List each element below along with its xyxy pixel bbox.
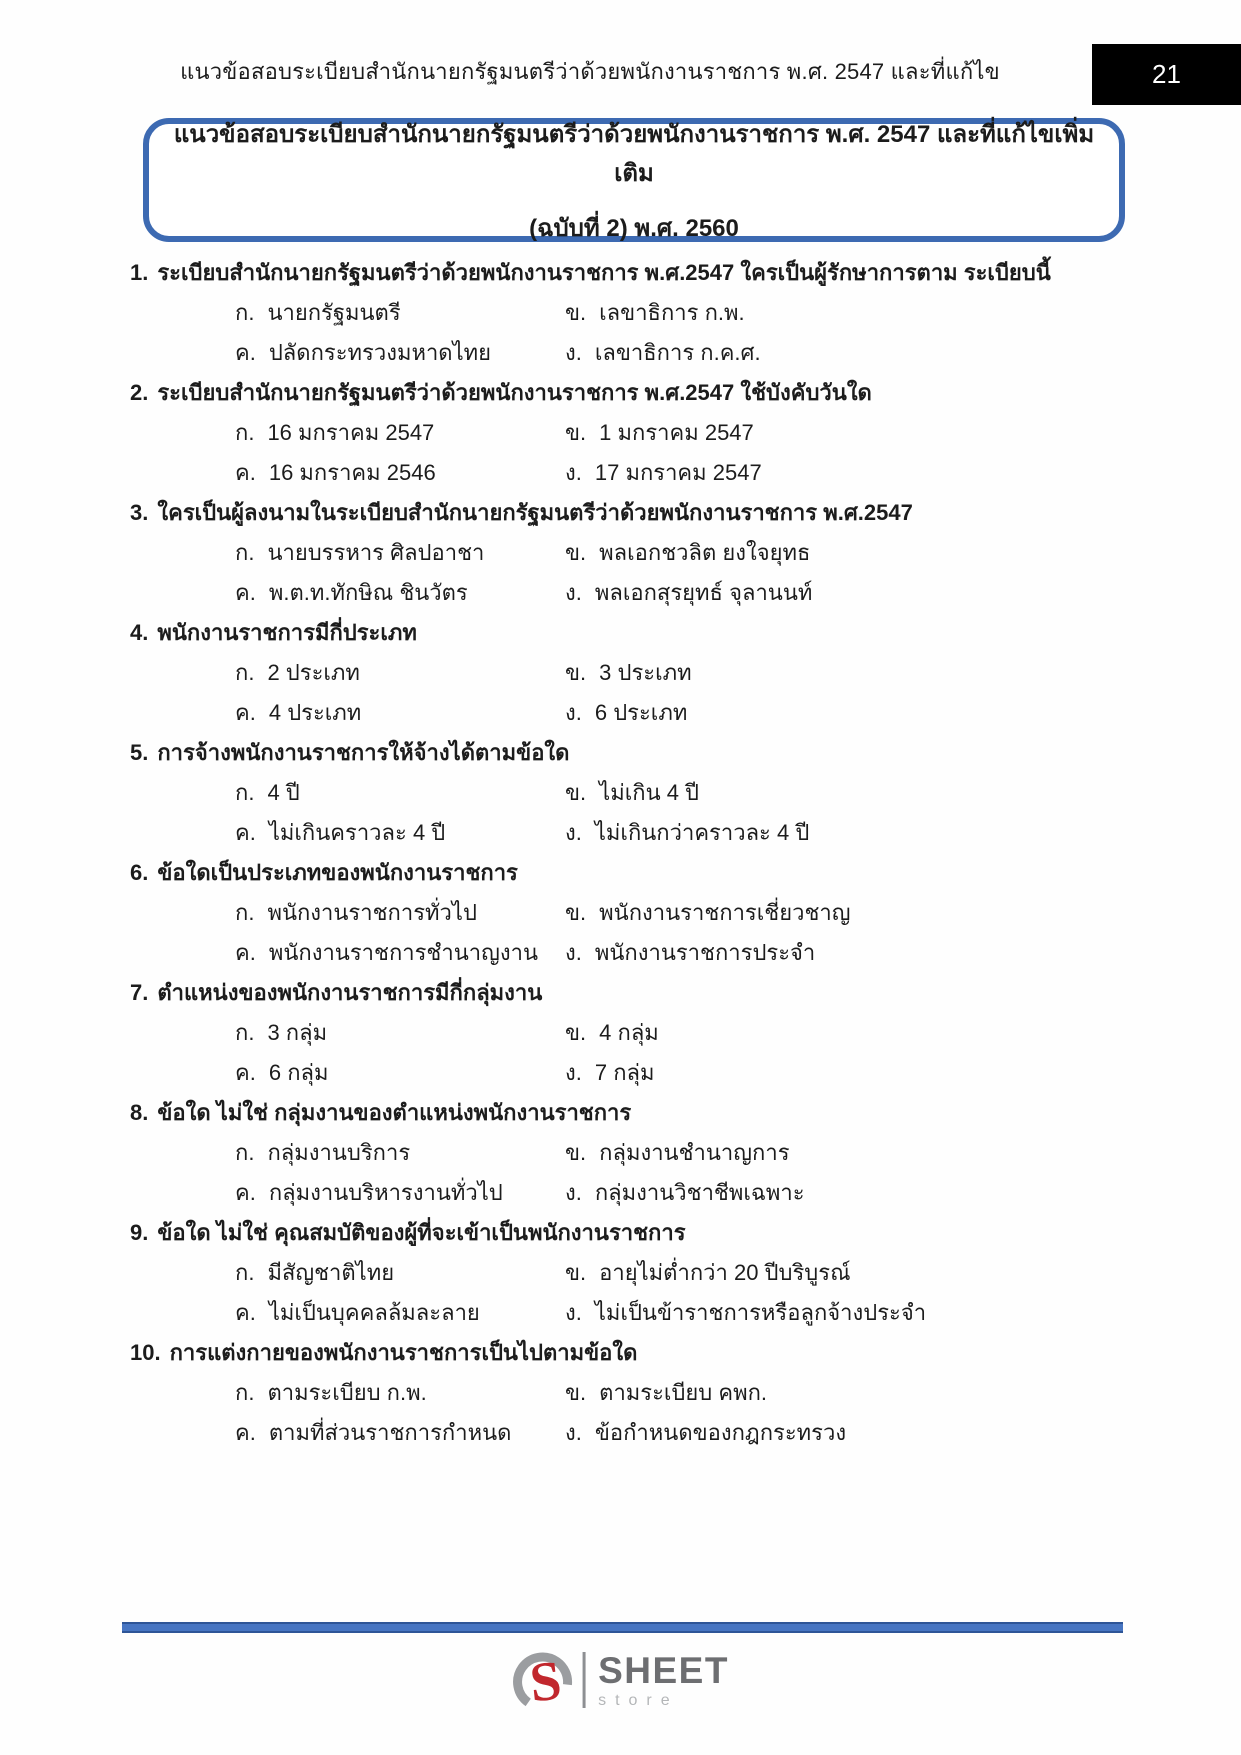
option-label: ข. bbox=[565, 660, 587, 685]
option-a bbox=[130, 1133, 565, 1173]
option-text: เลขาธิการ ก.พ. bbox=[599, 300, 745, 325]
option-b bbox=[565, 1253, 1125, 1293]
logo-sub-text: store bbox=[598, 1691, 679, 1709]
question-title: ข้อใด ไม่ใช่ กลุ่มงานของตำแหน่งพนักงานราชการ bbox=[157, 1100, 632, 1125]
option-label: ค. bbox=[235, 1060, 256, 1085]
option-label: ง. bbox=[565, 580, 582, 605]
option-text: ไม่เกินคราวละ 4 ปี bbox=[268, 820, 446, 845]
option-text: ไม่เกินกว่าคราวละ 4 ปี bbox=[594, 820, 810, 845]
option-text: พนักงานราชการประจำ bbox=[594, 940, 816, 965]
option-label: ข. bbox=[565, 300, 587, 325]
question-text bbox=[130, 853, 1125, 893]
option-text: พลเอกสุรยุทธ์ จุลานนท์ bbox=[594, 580, 813, 605]
question-title: การจ้างพนักงานราชการให้จ้างได้ตามข้อใด bbox=[157, 740, 570, 765]
page-number: 21 bbox=[1152, 59, 1181, 89]
option-label: ง. bbox=[565, 460, 582, 485]
option-label: ก. bbox=[235, 1140, 255, 1165]
option-c bbox=[130, 1173, 565, 1213]
option-label: ก. bbox=[235, 420, 255, 445]
sheet-store-logo bbox=[512, 1642, 729, 1718]
option-text: กลุ่มงานวิชาชีพเฉพาะ bbox=[594, 1180, 805, 1205]
option-label: ข. bbox=[565, 1140, 587, 1165]
option-c bbox=[130, 933, 565, 973]
option-label: ง. bbox=[565, 1060, 582, 1085]
option-label: ข. bbox=[565, 900, 587, 925]
page-header: แนวข้อสอบระเบียบสำนักนายกรัฐมนตรีว่าด้วยพนักงานราชการ พ.ศ. 2547 และที่แก้ไข bbox=[180, 59, 1000, 84]
exam-title-line2: (ฉบับที่ 2) พ.ศ. 2560 bbox=[529, 214, 739, 242]
option-text: พนักงานราชการทั่วไป bbox=[267, 900, 477, 925]
option-c bbox=[130, 333, 565, 373]
option-b bbox=[565, 893, 1125, 933]
option-d bbox=[565, 1173, 1125, 1213]
question-number: 5. bbox=[130, 740, 149, 765]
question-text bbox=[130, 733, 1125, 773]
option-label: ค. bbox=[235, 1420, 256, 1445]
options bbox=[130, 413, 1125, 493]
option-d bbox=[565, 453, 1125, 493]
option-label: ง. bbox=[565, 940, 582, 965]
question-title: ระเบียบสำนักนายกรัฐมนตรีว่าด้วยพนักงานราชการ พ.ศ.2547 ใช้บังคับวันใด bbox=[157, 380, 872, 405]
options bbox=[130, 893, 1125, 973]
option-text: กลุ่มงานบริการ bbox=[267, 1140, 411, 1165]
option-text: 4 ประเภท bbox=[268, 700, 362, 725]
option-c bbox=[130, 1413, 565, 1453]
option-b bbox=[565, 1013, 1125, 1053]
option-b bbox=[565, 533, 1125, 573]
option-a bbox=[130, 893, 565, 933]
option-b bbox=[565, 1133, 1125, 1173]
question-text bbox=[130, 373, 1125, 413]
option-label: ข. bbox=[565, 1020, 587, 1045]
footer-divider bbox=[122, 1622, 1123, 1633]
option-label: ก. bbox=[235, 540, 255, 565]
s-logo-icon bbox=[512, 1642, 576, 1718]
option-label: ง. bbox=[565, 340, 582, 365]
question-text bbox=[130, 1093, 1125, 1133]
option-label: ค. bbox=[235, 700, 256, 725]
option-text: เลขาธิการ ก.ค.ศ. bbox=[594, 340, 761, 365]
question-number: 4. bbox=[130, 620, 149, 645]
question-1 bbox=[130, 253, 1125, 373]
option-text: ตามระเบียบ คพก. bbox=[599, 1380, 768, 1405]
option-label: ง. bbox=[565, 1180, 582, 1205]
option-d bbox=[565, 1293, 1125, 1333]
options bbox=[130, 533, 1125, 613]
option-text: กลุ่มงานชำนาญการ bbox=[599, 1140, 790, 1165]
logo-brand-text: SHEET bbox=[598, 1649, 729, 1691]
question-5 bbox=[130, 733, 1125, 853]
question-number: 8. bbox=[130, 1100, 149, 1125]
option-label: ก. bbox=[235, 900, 255, 925]
question-number: 6. bbox=[130, 860, 149, 885]
option-label: ข. bbox=[565, 780, 587, 805]
option-b bbox=[565, 773, 1125, 813]
option-d bbox=[565, 333, 1125, 373]
option-text: 7 กลุ่ม bbox=[594, 1060, 655, 1085]
option-text: 4 ปี bbox=[267, 780, 300, 805]
question-text bbox=[130, 1213, 1125, 1253]
question-number: 7. bbox=[130, 980, 149, 1005]
question-title: ตำแหน่งของพนักงานราชการมีกี่กลุ่มงาน bbox=[157, 980, 543, 1005]
option-b bbox=[565, 293, 1125, 333]
option-a bbox=[130, 413, 565, 453]
option-text: 4 กลุ่ม bbox=[599, 1020, 659, 1045]
option-text: มีสัญชาติไทย bbox=[267, 1260, 395, 1285]
options bbox=[130, 1253, 1125, 1333]
question-title: ข้อใดเป็นประเภทของพนักงานราชการ bbox=[157, 860, 518, 885]
question-number: 10. bbox=[130, 1340, 161, 1365]
question-number: 9. bbox=[130, 1220, 149, 1245]
option-label: ก. bbox=[235, 780, 255, 805]
question-text bbox=[130, 1333, 1125, 1373]
option-text: นายกรัฐมนตรี bbox=[267, 300, 401, 325]
question-title: ข้อใด ไม่ใช่ คุณสมบัติของผู้ที่จะเข้าเป็นพนักงานราชการ bbox=[157, 1220, 686, 1245]
question-4 bbox=[130, 613, 1125, 733]
question-title: ระเบียบสำนักนายกรัฐมนตรีว่าด้วยพนักงานราชการ พ.ศ.2547 ใครเป็นผู้รักษาการตาม ระเบียบนี้ bbox=[157, 260, 1051, 285]
option-label: ค. bbox=[235, 820, 256, 845]
option-label: ข. bbox=[565, 420, 587, 445]
question-7 bbox=[130, 973, 1125, 1093]
option-label: ข. bbox=[565, 1260, 587, 1285]
option-text: พนักงานราชการชำนาญงาน bbox=[268, 940, 538, 965]
option-a bbox=[130, 773, 565, 813]
option-label: ง. bbox=[565, 700, 582, 725]
option-a bbox=[130, 653, 565, 693]
option-a bbox=[130, 293, 565, 333]
option-label: ก. bbox=[235, 1020, 255, 1045]
question-number: 1. bbox=[130, 260, 149, 285]
option-a bbox=[130, 533, 565, 573]
option-c bbox=[130, 573, 565, 613]
option-label: ค. bbox=[235, 580, 256, 605]
option-b bbox=[565, 413, 1125, 453]
option-a bbox=[130, 1013, 565, 1053]
option-text: ไม่เป็นข้าราชการหรือลูกจ้างประจำ bbox=[594, 1300, 927, 1325]
option-b bbox=[565, 653, 1125, 693]
option-label: ก. bbox=[235, 300, 255, 325]
question-number: 3. bbox=[130, 500, 149, 525]
option-text: 16 มกราคม 2547 bbox=[267, 420, 435, 445]
option-b bbox=[565, 1373, 1125, 1413]
option-text: พลเอกชวลิต ยงใจยุทธ bbox=[599, 540, 811, 565]
option-text: ตามที่ส่วนราชการกำหนด bbox=[268, 1420, 512, 1445]
option-text: พ.ต.ท.ทักษิณ ชินวัตร bbox=[268, 580, 468, 605]
option-text: อายุไม่ต่ำกว่า 20 ปีบริบูรณ์ bbox=[599, 1260, 851, 1285]
option-a bbox=[130, 1253, 565, 1293]
option-label: ก. bbox=[235, 1380, 255, 1405]
option-text: 6 กลุ่ม bbox=[268, 1060, 329, 1085]
option-label: ก. bbox=[235, 660, 255, 685]
option-d bbox=[565, 813, 1125, 853]
option-text: 1 มกราคม 2547 bbox=[599, 420, 754, 445]
options bbox=[130, 1133, 1125, 1213]
options bbox=[130, 653, 1125, 733]
question-text bbox=[130, 253, 1125, 293]
option-text: ปลัดกระทรวงมหาดไทย bbox=[268, 340, 492, 365]
question-3 bbox=[130, 493, 1125, 613]
options bbox=[130, 293, 1125, 373]
option-d bbox=[565, 693, 1125, 733]
option-text: ข้อกำหนดของกฎกระทรวง bbox=[594, 1420, 847, 1445]
question-text bbox=[130, 613, 1125, 653]
option-c bbox=[130, 1053, 565, 1093]
option-label: ง. bbox=[565, 1420, 582, 1445]
option-label: ค. bbox=[235, 460, 256, 485]
option-text: 3 ประเภท bbox=[599, 660, 692, 685]
option-text: ไม่เป็นบุคคลล้มละลาย bbox=[268, 1300, 480, 1325]
svg-text:S: S bbox=[526, 1649, 564, 1715]
option-text: 3 กลุ่ม bbox=[267, 1020, 328, 1045]
option-label: ก. bbox=[235, 1260, 255, 1285]
options bbox=[130, 1013, 1125, 1093]
option-text: 6 ประเภท bbox=[594, 700, 688, 725]
question-9 bbox=[130, 1213, 1125, 1333]
option-text: นายบรรหาร ศิลปอาชา bbox=[267, 540, 485, 565]
option-text: 2 ประเภท bbox=[267, 660, 360, 685]
option-label: ง. bbox=[565, 820, 582, 845]
option-c bbox=[130, 1293, 565, 1333]
option-d bbox=[565, 1053, 1125, 1093]
option-text: ไม่เกิน 4 ปี bbox=[599, 780, 700, 805]
option-label: ง. bbox=[565, 1300, 582, 1325]
option-text: 16 มกราคม 2546 bbox=[268, 460, 436, 485]
question-10 bbox=[130, 1333, 1125, 1453]
question-list bbox=[130, 253, 1125, 1453]
question-title: การแต่งกายของพนักงานราชการเป็นไปตามข้อใด bbox=[169, 1340, 638, 1365]
question-title: ใครเป็นผู้ลงนามในระเบียบสำนักนายกรัฐมนตรีว่าด้วยพนักงานราชการ พ.ศ.2547 bbox=[157, 500, 913, 525]
option-label: ค. bbox=[235, 340, 256, 365]
question-text bbox=[130, 493, 1125, 533]
option-text: 17 มกราคม 2547 bbox=[594, 460, 762, 485]
page-number-badge bbox=[1092, 44, 1241, 105]
exam-title-line1: แนวข้อสอบระเบียบสำนักนายกรัฐมนตรีว่าด้วยพนักงานราชการ พ.ศ. 2547 และที่แก้ไขเพิ่มเติม bbox=[173, 120, 1095, 187]
options bbox=[130, 1373, 1125, 1453]
option-label: ข. bbox=[565, 1380, 587, 1405]
option-d bbox=[565, 933, 1125, 973]
option-label: ค. bbox=[235, 1180, 256, 1205]
question-8 bbox=[130, 1093, 1125, 1213]
option-c bbox=[130, 813, 565, 853]
question-6 bbox=[130, 853, 1125, 973]
question-title: พนักงานราชการมีกี่ประเภท bbox=[157, 620, 417, 645]
option-text: กลุ่มงานบริหารงานทั่วไป bbox=[268, 1180, 503, 1205]
option-text: พนักงานราชการเชี่ยวชาญ bbox=[599, 900, 851, 925]
option-label: ค. bbox=[235, 940, 256, 965]
option-a bbox=[130, 1373, 565, 1413]
option-text: ตามระเบียบ ก.พ. bbox=[267, 1380, 427, 1405]
option-label: ค. bbox=[235, 1300, 256, 1325]
question-text bbox=[130, 973, 1125, 1013]
options bbox=[130, 773, 1125, 853]
option-c bbox=[130, 693, 565, 733]
option-d bbox=[565, 573, 1125, 613]
logo-divider-line bbox=[582, 1652, 585, 1708]
option-label: ข. bbox=[565, 540, 587, 565]
exam-title-box bbox=[143, 118, 1125, 242]
question-2 bbox=[130, 373, 1125, 493]
option-c bbox=[130, 453, 565, 493]
option-d bbox=[565, 1413, 1125, 1453]
question-number: 2. bbox=[130, 380, 149, 405]
